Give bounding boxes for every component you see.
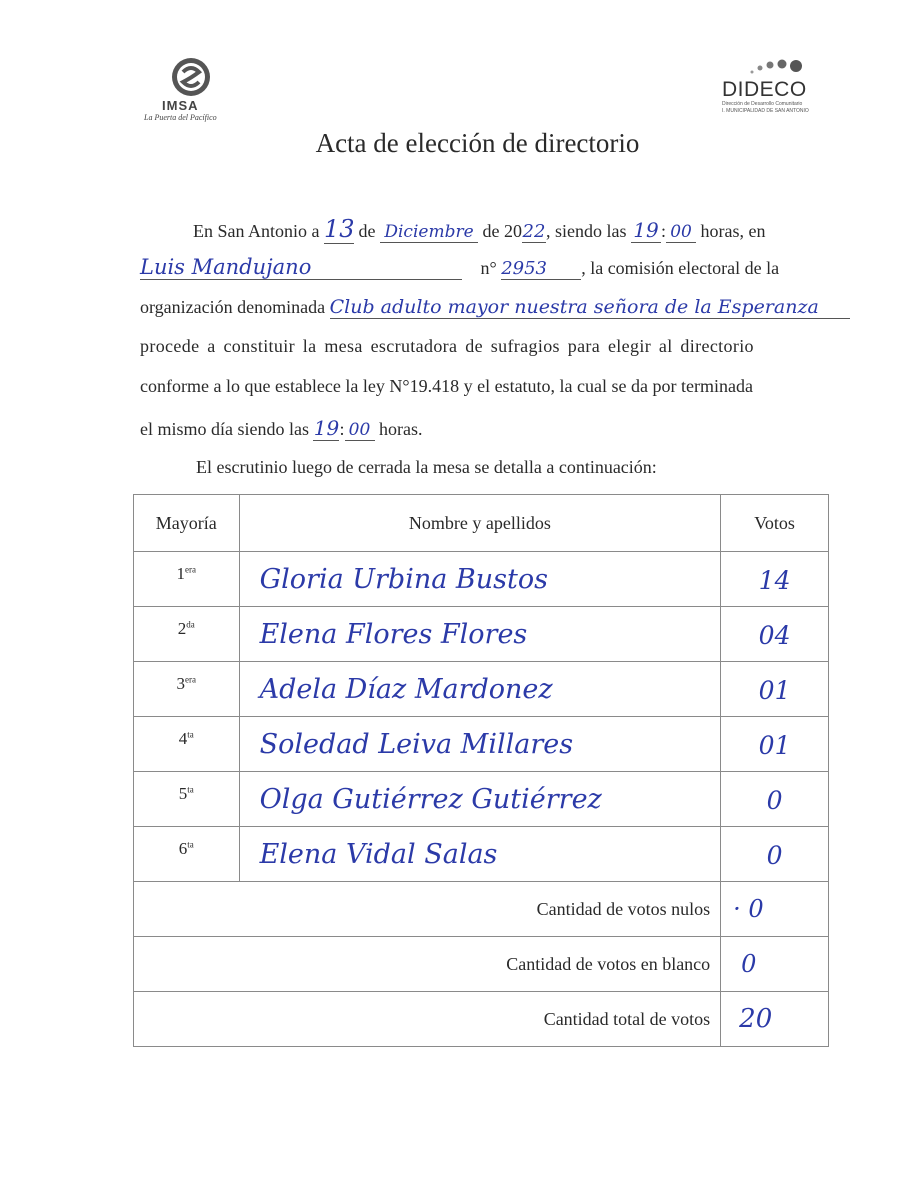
name-cell: Elena Flores Flores bbox=[239, 607, 721, 662]
name-cell: Soledad Leiva Millares bbox=[239, 717, 721, 772]
handwritten-end-minute: 00 bbox=[345, 420, 375, 441]
header-name: Nombre y apellidos bbox=[239, 495, 721, 552]
name-cell: Adela Díaz Mardonez bbox=[239, 662, 721, 717]
blank-votes-label: Cantidad de votos en blanco bbox=[134, 937, 721, 992]
null-votes-label: Cantidad de votos nulos bbox=[134, 882, 721, 937]
paragraph-line-1: En San Antonio a 13 de Diciembre de 2022, siendo las 19 : 00 horas, en bbox=[193, 215, 766, 243]
table-header-row bbox=[134, 495, 829, 552]
header-majority: Mayoría bbox=[134, 495, 240, 552]
document-title: Acta de elección de directorio bbox=[315, 128, 640, 158]
paragraph-line-7: El escrutinio luego de cerrada la mesa se detalla a continuación: bbox=[196, 457, 657, 477]
handwritten-month: Diciembre bbox=[380, 222, 478, 243]
handwritten-end-hour: 19 bbox=[313, 416, 340, 440]
majority-cell: $2^{da}$ bbox=[134, 607, 240, 662]
name-cell: Gloria Urbina Bustos bbox=[239, 552, 721, 607]
votes-cell: 0 bbox=[721, 772, 829, 827]
results-table bbox=[133, 494, 829, 1047]
votes-cell: 0 bbox=[721, 827, 829, 882]
imsa-logo-tagline: La Puerta del Pacífico bbox=[144, 113, 217, 122]
dideco-logo-subtitle-2: I. MUNICIPALIDAD DE SAN ANTONIO bbox=[722, 108, 809, 114]
null-votes-value: · 0 bbox=[721, 882, 829, 937]
name-cell: Elena Vidal Salas bbox=[239, 827, 721, 882]
name-cell: Olga Gutiérrez Gutiérrez bbox=[239, 772, 721, 827]
total-votes-row bbox=[134, 992, 829, 1047]
handwritten-street: Luis Mandujano bbox=[140, 255, 462, 280]
dideco-logo-name: DIDECO bbox=[722, 78, 807, 101]
total-votes-label: Cantidad total de votos bbox=[134, 992, 721, 1047]
dideco-logo-subtitle-1: Dirección de Desarrollo Comunitario bbox=[722, 101, 803, 107]
paragraph-line-2: Luis Mandujano n° 2953 , la comisión electoral de la bbox=[140, 255, 780, 279]
null-votes-row bbox=[134, 882, 829, 937]
handwritten-minute: 00 bbox=[666, 222, 696, 243]
blank-votes-value: 0 bbox=[721, 937, 829, 992]
majority-cell: $3^{era}$ bbox=[134, 662, 240, 717]
paragraph-line-3: organización denominada Club adulto mayor nuestra señora de la Esperanza bbox=[140, 296, 850, 319]
total-votes-value: 20 bbox=[721, 992, 829, 1047]
table-row bbox=[134, 552, 829, 607]
majority-cell: $6^{ta}$ bbox=[134, 827, 240, 882]
table-row bbox=[134, 607, 829, 662]
paragraph-line-4: procede a constituir la mesa escrutadora de sufragios para elegir al directorio bbox=[140, 336, 754, 356]
handwritten-organization: Club adulto mayor nuestra señora de la Esperanza bbox=[330, 296, 850, 319]
majority-cell: $1^{era}$ bbox=[134, 552, 240, 607]
table-row bbox=[134, 772, 829, 827]
blank-votes-row bbox=[134, 937, 829, 992]
header-votes: Votos bbox=[721, 495, 829, 552]
votes-cell: 04 bbox=[721, 607, 829, 662]
handwritten-year: 22 bbox=[522, 221, 546, 242]
handwritten-number: 2953 bbox=[501, 258, 581, 280]
imsa-logo-name: IMSA bbox=[162, 98, 199, 113]
votes-cell: 14 bbox=[721, 552, 829, 607]
handwritten-day: 13 bbox=[324, 215, 355, 243]
paragraph-line-5: conforme a lo que establece la ley N°19.418 y el estatuto, la cual se da por terminada bbox=[140, 376, 753, 396]
votes-cell: 01 bbox=[721, 717, 829, 772]
imsa-seal-logo bbox=[163, 56, 219, 98]
handwritten-hour: 19 bbox=[631, 218, 661, 243]
table-row bbox=[134, 827, 829, 882]
dideco-dots-logo bbox=[748, 56, 808, 76]
table-row bbox=[134, 717, 829, 772]
majority-cell: $5^{ta}$ bbox=[134, 772, 240, 827]
paragraph-line-6: el mismo día siendo las 19: 00 horas. bbox=[140, 416, 423, 440]
majority-cell: $4^{ta}$ bbox=[134, 717, 240, 772]
votes-cell: 01 bbox=[721, 662, 829, 717]
table-row bbox=[134, 662, 829, 717]
